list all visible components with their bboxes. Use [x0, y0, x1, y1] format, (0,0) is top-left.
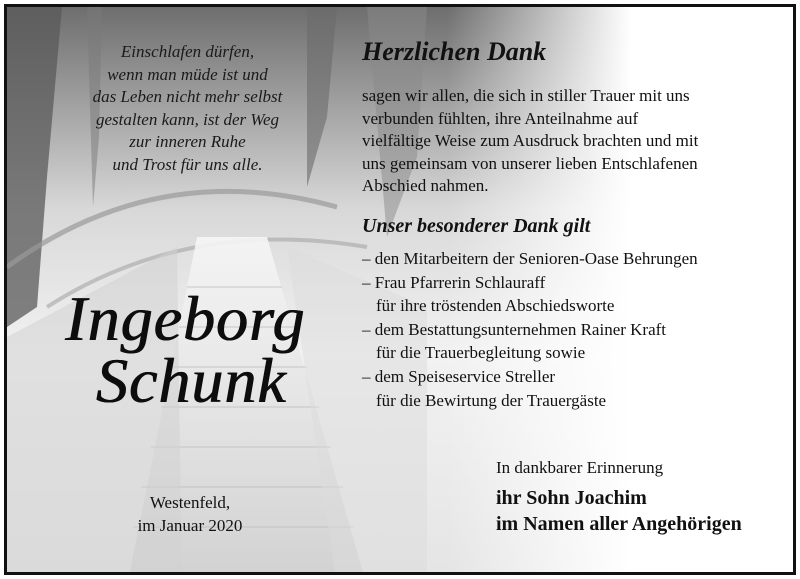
- poem-line: zur inneren Ruhe: [129, 132, 246, 152]
- list-item: – dem Bestattungsunternehmen Rainer Kraft: [362, 319, 667, 339]
- place: Westenfeld,: [149, 493, 231, 512]
- list-item: – Frau Pfarrerin Schlauraff: [362, 272, 546, 292]
- poem-line: das Leben nicht mehr selbst: [92, 87, 283, 107]
- list-item: – den Mitarbeitern der Senioren-Oase Behrungen: [362, 249, 698, 268]
- signer-line: ihr Sohn Joachim: [496, 487, 647, 509]
- signer-line: im Namen aller Angehörigen: [496, 513, 742, 535]
- poem-line: wenn man müde ist und: [107, 64, 268, 84]
- list-item-detail: für die Bewirtung der Trauergäste: [376, 390, 607, 410]
- paragraph-line: vielfältige Weise zum Ausdruck brachten und mit: [362, 131, 699, 150]
- deceased-last-name: Schunk: [95, 345, 287, 416]
- poem-line: Einschlafen dürfen,: [120, 42, 255, 61]
- deceased-first-name: Ingeborg: [64, 283, 306, 354]
- heading: Herzlichen Dank: [362, 37, 547, 66]
- paragraph-line: uns gemeinsam von unserer lieben Entschlafenen: [362, 153, 698, 173]
- paragraph-line: verbunden fühlten, ihre Anteilnahme auf: [362, 108, 639, 128]
- place-date: [95, 491, 285, 537]
- signers: [496, 485, 742, 537]
- thanks-paragraph: [362, 85, 782, 198]
- closing-phrase: In dankbarer Erinnerung: [496, 458, 664, 477]
- poem-line: gestalten kann, ist der Weg: [95, 109, 280, 129]
- list-item-detail: für die Trauerbegleitung sowie: [376, 343, 586, 363]
- paragraph-line: Abschied nahmen.: [362, 176, 489, 195]
- poem-line: und Trost für uns alle.: [112, 154, 263, 174]
- list-item-detail: für ihre tröstenden Abschiedsworte: [376, 296, 615, 316]
- poem: [55, 41, 320, 177]
- obituary-card: [4, 4, 796, 575]
- thanks-list: [362, 247, 782, 412]
- paragraph-line: sagen wir allen, die sich in stiller Trauer mit uns: [362, 86, 690, 105]
- date: im Januar 2020: [137, 516, 243, 535]
- list-item: – dem Speiseservice Streller: [362, 366, 556, 386]
- subheading: Unser besonderer Dank gilt: [362, 215, 591, 237]
